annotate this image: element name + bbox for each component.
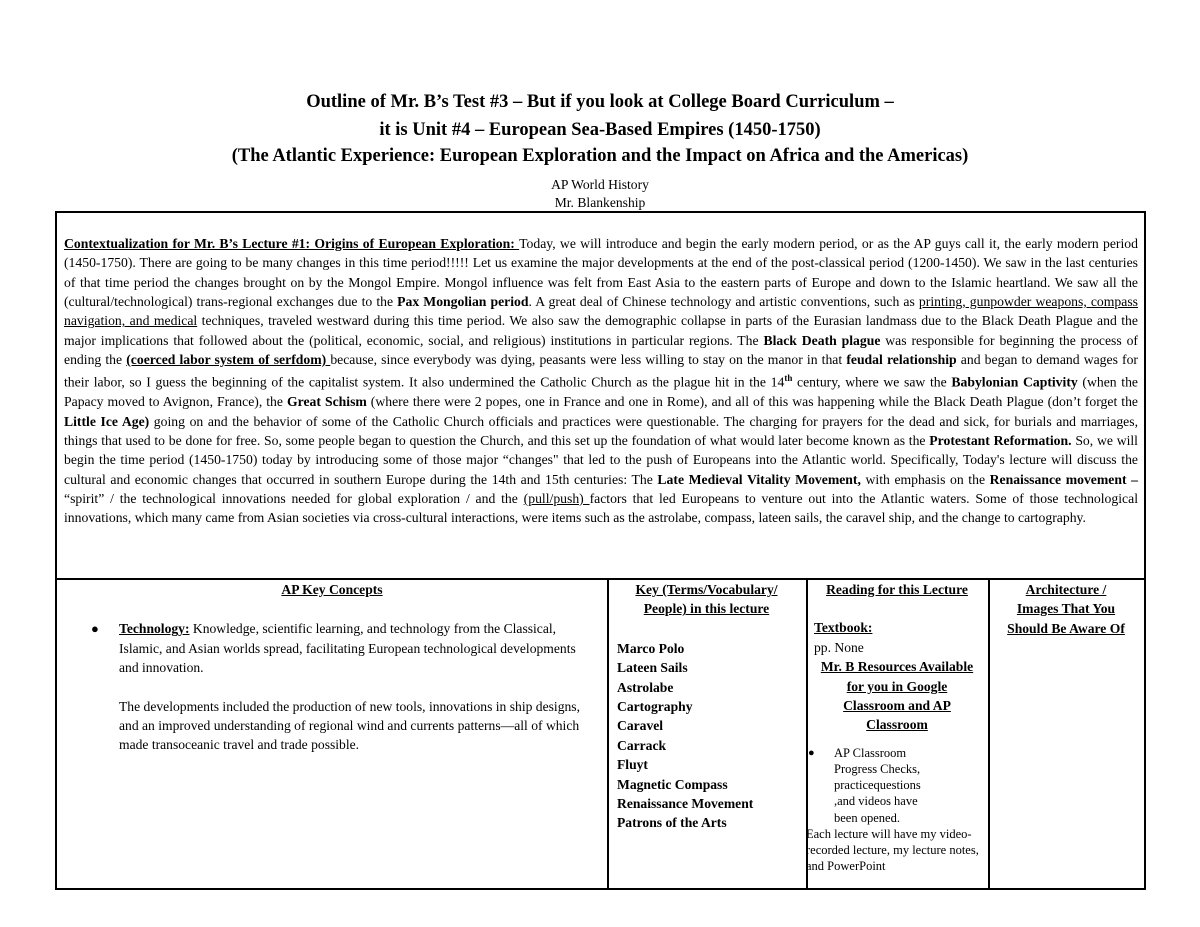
term-item: Fluyt: [617, 757, 648, 773]
terms-column: [607, 580, 808, 890]
teacher-name: Mr. Blankenship: [554, 195, 646, 210]
concept-text-2: The developments included the production of new tools, innovations in ship designs, and an improved understanding of regional wind and currents patterns—all of which made transoceanic travel and trade possible.: [119, 698, 580, 753]
concept-label: Technology:: [119, 621, 190, 637]
term-item: Renaissance Movement: [617, 796, 754, 812]
term-black-death: Black Death plague: [763, 332, 881, 348]
term-ice-age: Little Ice Age): [64, 413, 150, 429]
architecture-column: [988, 580, 1144, 890]
textbook-label: Textbook:: [814, 620, 873, 636]
term-babylonian: Babylonian Captivity: [951, 374, 1078, 390]
title-line-1: Outline of Mr. B’s Test #3 – But if you look at College Board Curriculum –: [306, 92, 894, 112]
title-line-2: it is Unit #4 – European Sea-Based Empires (1450-1750): [379, 120, 821, 140]
term-item: Cartography: [617, 699, 693, 715]
architecture-header: Architecture / Images That You Should Be Aware Of: [1007, 582, 1125, 636]
concept-technology: [91, 619, 597, 754]
term-reformation: Protestant Reformation.: [929, 433, 1072, 448]
outline-table: [55, 211, 1146, 890]
resources-note: Each lecture will have my video-recorded lecture, my lecture notes, and PowerPoint: [806, 826, 979, 874]
course-name: AP World History: [551, 177, 649, 192]
lecture-columns: [57, 578, 1144, 890]
tech-list: printing, gunpowder weapons, compass navigation, and medical: [64, 294, 1138, 329]
term-item: Caravel: [617, 718, 664, 734]
term-item: Astrolabe: [617, 679, 674, 695]
resources-heading: Mr. B Resources Available for you in Google Classroom and AP Classroom: [820, 659, 974, 733]
term-item: Magnetic Compass: [617, 776, 728, 792]
term-serfdom: (coerced labor system of serfdom): [126, 352, 331, 368]
term-schism: Great Schism: [287, 394, 367, 410]
textbook-pages: pp. None: [814, 639, 864, 655]
title-line-3: (The Atlantic Experience: European Exploration and the Impact on Africa and the Americas): [231, 146, 969, 166]
term-item: Patrons of the Arts: [617, 815, 727, 831]
term-feudal: feudal relationship: [846, 352, 957, 368]
reading-header: Reading for this Lecture: [826, 582, 968, 597]
resources-bullet: ● AP Classroom Progress Checks, practicequestions ,and videos have been opened.: [808, 745, 921, 825]
concepts-header: AP Key Concepts: [281, 582, 383, 597]
term-item: Lateen Sails: [617, 660, 688, 676]
concepts-column: [57, 580, 609, 890]
term-item: Marco Polo: [617, 640, 685, 656]
term-pull-push: (pull/push): [523, 491, 590, 507]
term-renaissance: Renaissance movement –: [989, 471, 1138, 487]
terms-header: Key (Terms/Vocabulary/ People) in this lecture: [635, 582, 778, 617]
context-heading: Contextualization for Mr. B’s Lecture #1: Origins of European Exploration:: [64, 236, 520, 251]
term-pax-mongolian: Pax Mongolian period: [397, 294, 529, 310]
term-vitality: Late Medieval Vitality Movement,: [657, 471, 861, 487]
term-item: Carrack: [617, 737, 667, 753]
bullet-icon: ●: [91, 621, 99, 637]
concept-text: Knowledge, scientific learning, and technology from the Classical, Islamic, and Asian worlds spread, facilitating European technological developments and innovation.: [119, 621, 576, 676]
reading-column: [806, 580, 990, 890]
contextualization-paragraph: Contextualization for Mr. B’s Lecture #1: Origins of European Exploration: Today, we will introduce and begin the early modern period, or as the AP guys call it, the early modern period (1450-1750). There are going to be many changes in this time period!!!!! Let us examine the major developments at the end of the post-classical period (1200-1450). We saw in the last centuries of that time period the changes brought on by the Mongol Empire. Mongol influence was felt from East Asia to the eastern parts of Europe and down to the Islamic heartland. We saw all the (cultural/technological) trans-regional exchanges due to the Pax Mongolian period. A great deal of Chinese technology and artistic conventions, such as printing, gunpowder weapons, compass navigation, and medical techniques, traveled westward during this time period. We also saw the demographic collapse in parts of the Eurasian landmass due to the Black Death Plague and the major implications that followed about the (political, economic, social, and religious) institutions in particular regions. The Black Death plague was responsible for beginning the process of ending the (coerced labor system of serfdom) because, since everybody was dying, peasants were less willing to stay on the manor in that feudal relationship and began to demand wages for their labor, so I guess the beginning of the capitalist system. It also undermined the Catholic Church as the plague hit in the 14th century, where we saw the Babylonian Captivity (when the Papacy moved to Avignon, France), the Great Schism (where there were 2 popes, one in France and one in Rome), and all of this was happening while the Black Death Plague (don’t forget the Little Ice Age) going on and the behavior of some of the Catholic Church officials and practices were questionable. The charging for prayers for the dead and sick, for burials and marriages, things that used to be done for free. So, some people began to question the Church, and this set up the foundation of what would later become known as the Protestant Reformation. So, we will begin the time period (1450-1750) today by introducing some of those major “changes" that led to the push of Europeans into the Atlantic world. Specifically, Today's lecture will discuss the cultural and economic changes that occurred in southern Europe during the 14th and 15th centuries: The Late Medieval Vitality Movement, with emphasis on the Renaissance movement – “spirit” / the technological innovations needed for global exploration / and the (pull/push) factors that led Europeans to venture out into the Atlantic waters. Some of those technological innovations, which many came from Asian societies via cross-cultural interactions, were items such as the astrolabe, compass, lateen sails, the caravel ship, and the change to cartography.: [64, 236, 1139, 526]
terms-list: [617, 639, 806, 833]
document-header: [0, 88, 1200, 212]
bullet-icon: ●: [808, 746, 815, 759]
